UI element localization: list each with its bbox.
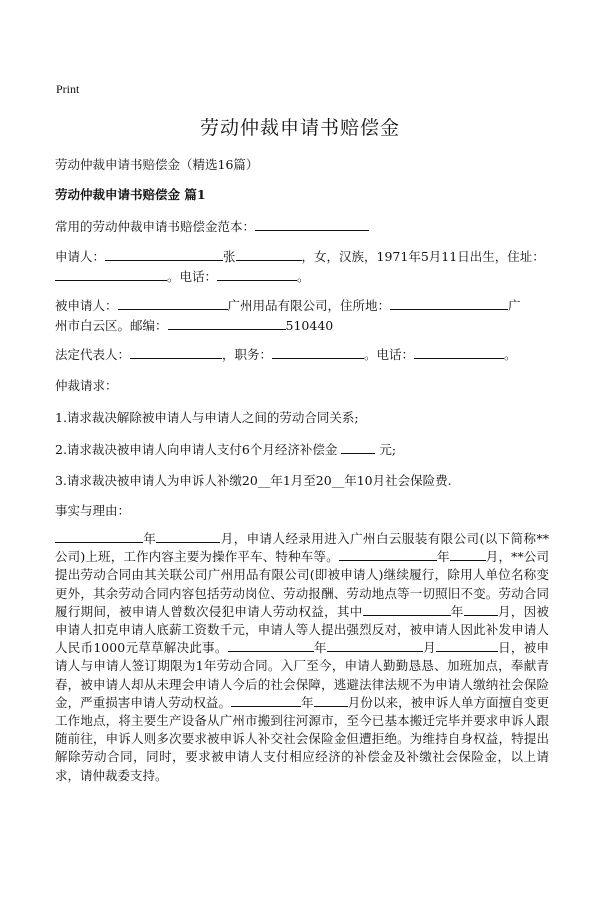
blank-field: [464, 603, 498, 616]
blank-field: [55, 268, 167, 281]
facts-part: 年: [301, 694, 314, 710]
blank-field: [236, 248, 302, 261]
blank-field: [390, 297, 508, 310]
respondent-company: 广州用品有限公司，住所地：: [227, 298, 391, 313]
facts-part: 年: [143, 531, 157, 546]
blank-field: [217, 268, 297, 281]
blank-field: [156, 530, 220, 543]
legal-rep-end: 。: [504, 347, 517, 362]
blank-field: [130, 346, 222, 359]
facts-part: 年: [313, 640, 327, 656]
template-intro-line: [55, 217, 555, 236]
respondent-postcode: 510440: [285, 318, 334, 333]
facts-part: 月，**公司提出劳动合同由其关联公司广州用品有限公司(即被申请人)继续履行，除用人单位名称变更外，其余劳动合同内容包括劳动岗位、劳动报酬、劳动地点等一切照旧不变。劳动合同履行期间，被申请人曾数次侵犯申请人劳动权益，其中: [55, 549, 549, 619]
blank-field: [339, 548, 437, 561]
blank-field: [105, 248, 223, 261]
blank-field: [231, 694, 301, 707]
blank-field: [55, 530, 143, 543]
facts-part: 年: [450, 603, 464, 619]
applicant-end: 。: [297, 269, 310, 284]
applicant-line-2: [55, 267, 555, 286]
template-intro: 常用的劳动仲裁申请书赔偿金范本：: [55, 219, 256, 234]
facts-part: 月，申请人经录用进入广州白云服装有限公司(以下简称**公司)上班，工作内容主要为操作平车、特种车等。: [55, 531, 549, 565]
facts-part: 月份以来，被申诉人单方面擅自变更工作地点，将主要生产设备从广州市搬到往河源市，至今已基本搬迁完毕并要求申诉人跟随前往，申诉人则多次要求被申诉人补交社会保险金但遭拒绝。为维持自身权益，特提出解除劳动合同，同时，要求被申请人支付相应经济的补偿金及补缴社会保险金，以上请求，请仲裁委支持。: [55, 694, 549, 783]
respondent-line1-end: 广: [508, 298, 521, 313]
respondent-line2-prefix: 州市白云区。邮编：: [55, 318, 168, 333]
facts-paragraph: [55, 530, 549, 785]
facts-part: 日，被申请人与申请人签订期限为1年劳动合同。入厂至今，申请人勤勤恳恳、加班加点，奉献青春，被申请人却从未理会申请人今后的社会保障，逃避法律法规不为申请人缴纳社会保险金，严重损害申请人劳动权益。: [55, 640, 549, 710]
applicant-details: ，女，汉族，1971年5月11日出生，住址：: [301, 249, 545, 264]
blank-field: [341, 441, 375, 454]
respondent-line-1: [55, 296, 555, 315]
facts-part: 年: [436, 549, 450, 565]
blank-field: [118, 297, 228, 310]
claim-item: 2.请求裁决被申请人向申请人支付6个月经济补偿金: [55, 442, 338, 457]
document-subtitle: 劳动仲裁申请书赔偿金（精选16篇）: [55, 157, 259, 172]
facts-part: 月: [422, 640, 436, 656]
blank-field: [327, 639, 423, 652]
claim-item: 3.请求裁决被申请人为申诉人补缴20__年1月至20__年10月社会保险费.: [55, 473, 452, 488]
legal-rep-phone-label: 。电话：: [364, 347, 415, 362]
blank-field: [314, 694, 348, 707]
respondent-line-2: [55, 316, 555, 335]
applicant-surname: 张: [223, 249, 236, 264]
claim-item-2-line: [55, 440, 555, 459]
facts-part: 月，因被申请人扣克申请人底薪工资数千元，申请人等人提出强烈反对，被申请人因此补发申请人人民币1000元草草解决此事。: [55, 603, 549, 656]
respondent-label: 被申请人：: [55, 298, 118, 313]
legal-rep-line: [55, 345, 555, 364]
page-title: 劳动仲裁申请书赔偿金: [199, 117, 400, 139]
claim-item: 1.请求裁决解除被申请人与申请人之间的劳动合同关系;: [55, 410, 359, 425]
blank-field: [255, 218, 369, 231]
applicant-line-1: [55, 247, 555, 266]
blank-field: [450, 548, 486, 561]
blank-field: [228, 639, 314, 652]
facts-heading: 事实与理由：: [55, 503, 131, 518]
blank-field: [363, 603, 451, 616]
blank-field: [414, 346, 504, 359]
print-label: Print: [56, 82, 80, 96]
blank-field: [168, 317, 286, 330]
blank-field: [436, 639, 498, 652]
applicant-phone-label: 。电话：: [167, 269, 218, 284]
applicant-label: 申请人：: [55, 249, 106, 264]
legal-rep-position-label: ，职务：: [222, 347, 273, 362]
claims-heading: 仲裁请求：: [55, 378, 118, 393]
legal-rep-label: 法定代表人：: [55, 347, 131, 362]
blank-field: [272, 346, 364, 359]
claim-2-end: 元;: [379, 442, 397, 457]
section-heading: 劳动仲裁申请书赔偿金 篇1: [55, 187, 206, 202]
